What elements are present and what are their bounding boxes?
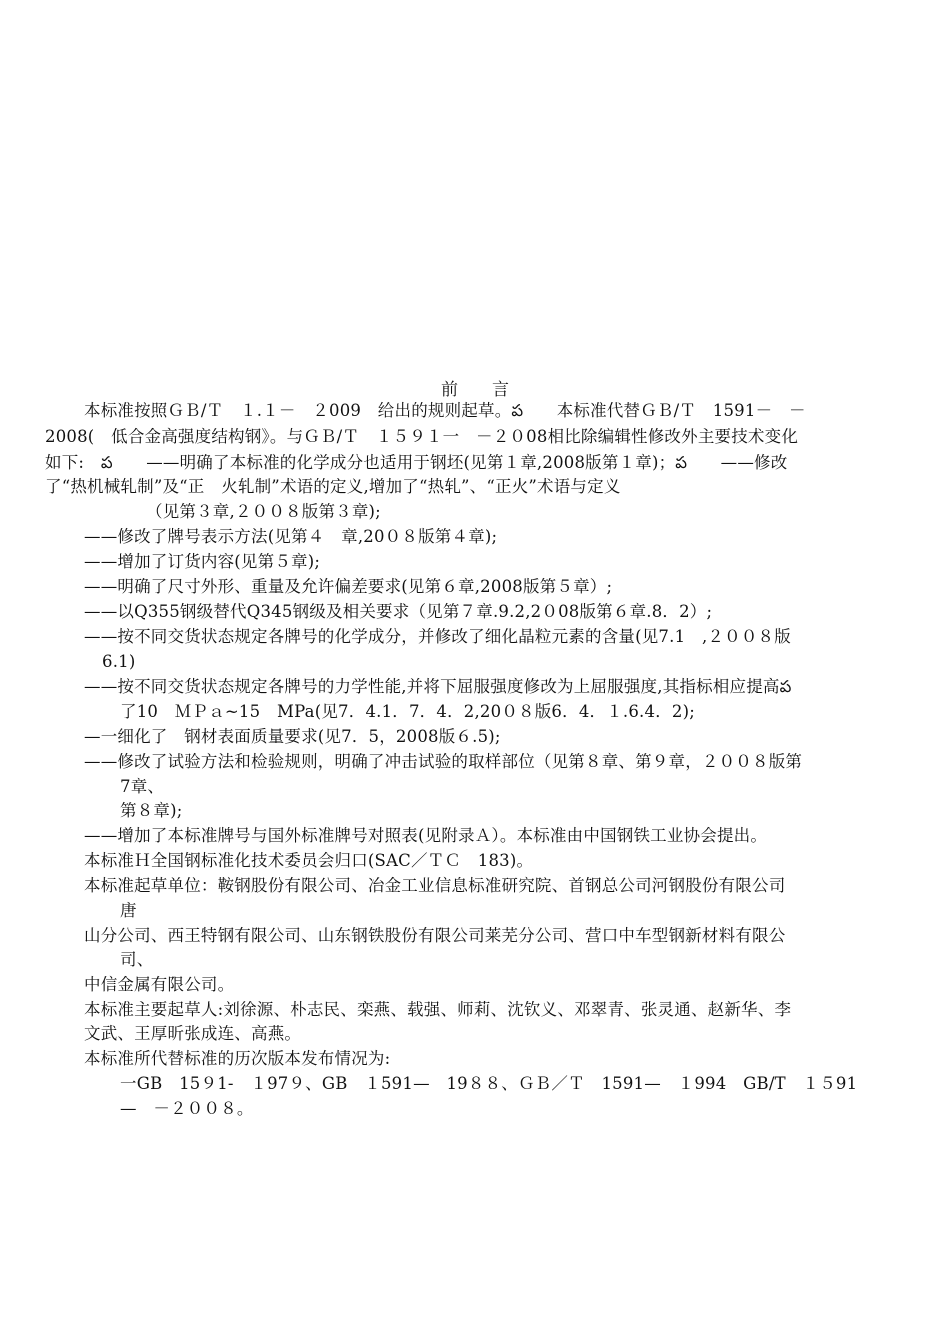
text-line-24: 中信金属有限公司。: [84, 975, 235, 994]
text-line-1: 本标准按照ＧＢ/Ｔ １.１－ ２009 给出的规则起草。ప 本标准代替ＧＢ/Ｔ 1591－ －: [84, 401, 806, 420]
text-line-10: ——按不同交货状态规定各牌号的化学成分，并修改了细化晶粒元素的含量(见7.1 ,２００８版: [84, 627, 791, 646]
text-line-25: 本标准主要起草人:刘徐源、朴志民、栾燕、载强、师莉、沈钦义、邓翠青、张灵通、赵新华、李: [84, 1000, 792, 1019]
text-line-13: 了10 ＭＰａ~15 MPa(见7．4.1．7．4．2,20０８版6．4．１.6.4．2);: [120, 702, 695, 721]
text-line-7: ——增加了订货内容(见第５章);: [84, 552, 321, 571]
text-line-18: ——增加了本标准牌号与国外标准牌号对照表(见附录Ａ）。本标准由中国钢铁工业协会提出。: [84, 826, 768, 845]
text-line-26: 文武、王厚昕张成连、高燕。: [84, 1024, 302, 1043]
text-line-14: —一细化了 钢材表面质量要求(见7．5，2008版６.5);: [84, 727, 501, 746]
text-line-2: 2008( 低合金高强度结构钢》。与ＧＢ/Ｔ １５９１一 －２０08相比除编辑性修改外主要技术变化: [45, 427, 799, 446]
text-line-6: ——修改了牌号表示方法(见第４ 章,20０８版第４章);: [84, 527, 498, 546]
page-title: 前 言: [441, 380, 509, 400]
text-line-8: ——明确了尺寸外形、重量及允许偏差要求(见第６章,2008版第５章）;: [84, 577, 613, 596]
text-line-11: 6.1): [102, 652, 136, 671]
text-line-3: 如下: ప ——明确了本标准的化学成分也适用于钢坯(见第１章,2008版第１章)；ప ——修改: [45, 453, 788, 472]
text-line-16: 7章、: [120, 777, 165, 796]
text-line-15: ——修改了试验方法和检验规则，明确了冲击试验的取样部位（见第８章、第９章，２００８版第: [84, 752, 803, 771]
text-line-23: 司、: [120, 950, 154, 969]
text-line-19: 本标准Ｈ全国钢标准化技术委员会归口(SAC／ＴＣ 183)。: [84, 851, 534, 870]
text-line-29: — －２００８。: [120, 1099, 254, 1118]
text-line-22: 山分公司、西王特钢有限公司、山东钢铁股份有限公司莱芜分公司、营口中车型钢新材料有限公: [84, 926, 786, 945]
text-line-28: 一GB 15９1- １97９、GB １591— 19８８、ＧＢ／Ｔ 1591— １994 GB/T １５91: [120, 1074, 858, 1093]
text-line-20: 本标准起草单位：鞍钢股份有限公司、冶金工业信息标准研究院、首钢总公司河钢股份有限公司: [84, 876, 786, 895]
text-line-27: 本标准所代替标准的历次版本发布情况为:: [84, 1049, 391, 1068]
text-line-5: （见第３章,２００８版第３章);: [146, 502, 381, 521]
text-line-12: ——按不同交货状态规定各牌号的力学性能,并将下屈服强度修改为上屈服强度,其指标相应提高ప: [84, 677, 792, 696]
text-line-4: 了“热机械轧制”及“正 火轧制”术语的定义,增加了“热轧”、“正火”术语与定义: [45, 477, 621, 496]
text-line-21: 唐: [120, 901, 137, 920]
text-line-9: ——以Q355钢级替代Q345钢级及相关要求（见第７章.9.2,2０08版第６章.8．2）;: [84, 602, 713, 621]
text-line-17: 第８章);: [120, 801, 183, 820]
